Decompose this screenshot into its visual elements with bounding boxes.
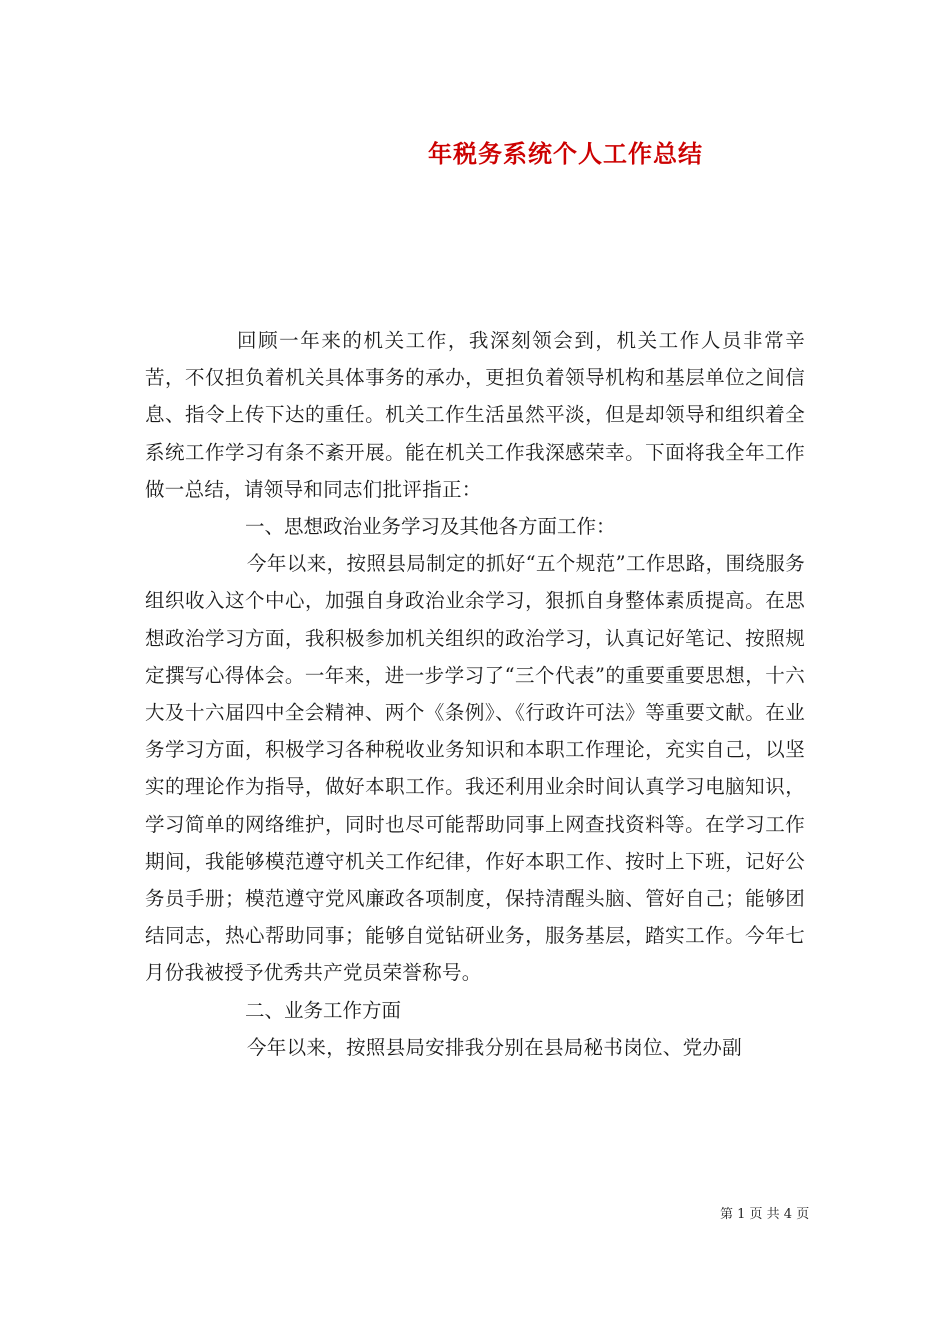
- section-1-heading: 一、思想政治业务学习及其他各方面工作：: [245, 515, 616, 539]
- page-number: 第 1 页 共 4 页: [720, 1207, 810, 1222]
- section-2-paragraph: 今年以来，按照县局安排我分别在县局秘书岗位、党办副: [247, 1035, 743, 1059]
- intro-paragraph: 回顾一年来的机关工作，我深刻领会到，机关工作人员非常辛苦，不仅担负着机关具体事务的承办，更担负着领导机构和基层单位之间信息、指令上传下达的重任。机关工作生活虽然平淡，但是却领导和组织着全系统工作学习有条不紊开展。能在机关工作我深感荣幸。下面将我全年工作做一总结，请领导和同志们批评指正：: [145, 329, 805, 501]
- document-title: 年税务系统个人工作总结: [428, 140, 703, 168]
- section-1-paragraph: 今年以来，按照县局制定的抓好“五个规范”工作思路，围绕服务组织收入这个中心，加强自身政治业余学习，狠抓自身整体素质提高。在思想政治学习方面，我积极参加机关组织的政治学习，认真记好笔记、按照规定撰写心得体会。一年来，进一步学习了“三个代表”的重要重要思想，十六大及十六届四中全会精神、两个《条例》、《行政许可法》等重要文献。在业务学习方面，积极学习各种税收业务知识和本职工作理论，充实自己，以坚实的理论作为指导，做好本职工作。我还利用业余时间认真学习电脑知识，学习简单的网络维护，同时也尽可能帮助同事上网查找资料等。在学习工作期间，我能够模范遵守机关工作纪律，作好本职工作、按时上下班，记好公务员手册；模范遵守党风廉政各项制度，保持清醒头脑、管好自己；能够团结同志，热心帮助同事；能够自觉钻研业务，服务基层，踏实工作。今年七月份我被授予优秀共产党员荣誉称号。: [145, 552, 805, 985]
- section-2-heading: 二、业务工作方面: [245, 998, 402, 1022]
- document-body: [145, 322, 805, 1066]
